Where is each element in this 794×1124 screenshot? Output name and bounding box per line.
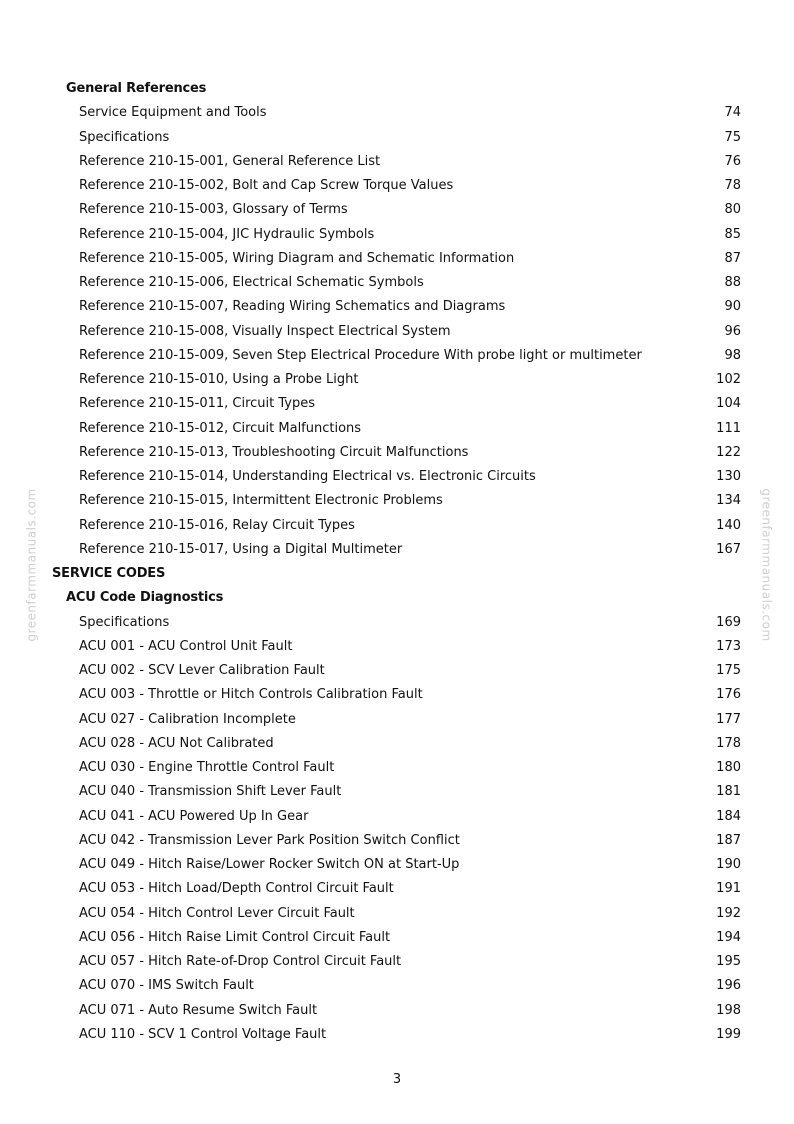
toc-entry-title: Reference 210-15-005, Wiring Diagram and Schematic Information: [79, 250, 515, 266]
toc-entry[interactable]: [0, 417, 794, 441]
toc-entry-page: 130: [716, 469, 741, 484]
toc-entry-title: ACU 071 - Auto Resume Switch Fault: [79, 1002, 318, 1018]
toc-entry-title: Reference 210-15-002, Bolt and Cap Screw Torque Values: [79, 178, 454, 193]
toc-entry-page: 80: [724, 202, 741, 218]
toc-entry-page: 187: [716, 832, 741, 848]
toc-entry-title: ACU 001 - ACU Control Unit Fault: [79, 638, 293, 654]
toc-entry-page: 198: [716, 1002, 741, 1018]
toc-entry[interactable]: [0, 635, 794, 659]
toc-entry-page: 102: [716, 372, 741, 387]
toc-entry-page: 134: [716, 493, 741, 509]
toc-entry-title: Reference 210-15-010, Using a Probe Light: [79, 372, 359, 387]
toc-entry-title: Reference 210-15-006, Electrical Schematic Symbols: [79, 275, 424, 290]
toc-entry-title: Reference 210-15-011, Circuit Types: [79, 396, 316, 412]
toc-entry-page: 169: [716, 614, 741, 630]
watermark-right: greenfarmmanuals.com: [759, 488, 774, 642]
toc-entry-title: Reference 210-15-012, Circuit Malfunctions: [79, 420, 362, 436]
toc-entry-page: 176: [716, 687, 741, 703]
toc-entry[interactable]: [0, 368, 794, 392]
toc-entry-page: 191: [716, 881, 741, 897]
toc-entry-title: ACU 070 - IMS Switch Fault: [79, 978, 254, 994]
toc-entry-page: 75: [724, 129, 741, 145]
toc-entry-page: 74: [724, 105, 741, 121]
toc-entry-page: 87: [724, 250, 741, 266]
toc-entry[interactable]: [0, 489, 794, 513]
toc-entry-page: 192: [716, 905, 741, 921]
toc-entry[interactable]: [0, 829, 794, 853]
toc-entry-title: Reference 210-15-007, Reading Wiring Schematics and Diagrams: [79, 299, 506, 315]
toc-entry-title: SERVICE CODES: [52, 566, 166, 581]
toc-entry-page: 195: [716, 954, 741, 969]
toc-entry[interactable]: [0, 853, 794, 877]
toc-entry-title: Reference 210-15-013, Troubleshooting Circuit Malfunctions: [79, 444, 469, 460]
toc-entry-page: 85: [724, 226, 741, 242]
toc-entry-title: ACU 041 - ACU Powered Up In Gear: [79, 808, 309, 824]
toc-heading: [0, 562, 794, 586]
toc-entry-title: ACU 056 - Hitch Raise Limit Control Circuit Fault: [79, 929, 391, 945]
toc-entry[interactable]: [0, 902, 794, 926]
toc-entry-page: 181: [716, 784, 741, 800]
toc-entry[interactable]: [0, 441, 794, 465]
toc-entry-title: ACU 030 - Engine Throttle Control Fault: [79, 760, 335, 775]
toc-entry[interactable]: [0, 611, 794, 635]
toc-entry[interactable]: [0, 271, 794, 295]
toc-entry[interactable]: [0, 150, 794, 174]
toc-entry-title: ACU 003 - Throttle or Hitch Controls Calibration Fault: [79, 687, 423, 703]
toc-entry[interactable]: [0, 198, 794, 222]
toc-entry-title: General References: [66, 81, 207, 96]
toc-entry-title: Service Equipment and Tools: [79, 105, 267, 121]
toc-entry-page: 78: [724, 178, 741, 193]
page-number: 3: [392, 1072, 402, 1087]
toc-entry-title: ACU 002 - SCV Lever Calibration Fault: [79, 663, 325, 678]
toc-entry-title: ACU Code Diagnostics: [66, 590, 224, 606]
toc-entry-title: Specifications: [79, 129, 170, 145]
toc-entry-title: ACU 042 - Transmission Lever Park Position Switch Conflict: [79, 832, 460, 848]
toc-entry[interactable]: [0, 926, 794, 950]
toc-entry-page: 90: [724, 299, 741, 315]
toc-heading: [0, 77, 794, 101]
toc-entry-title: Reference 210-15-009, Seven Step Electrical Procedure With probe light or multimeter: [79, 347, 642, 363]
toc-entry[interactable]: [0, 950, 794, 974]
toc-entry-page: 140: [716, 517, 741, 533]
toc-entry-title: Reference 210-15-017, Using a Digital Multimeter: [79, 541, 403, 557]
toc-entry-page: 178: [716, 735, 741, 751]
toc-entry-title: Reference 210-15-004, JIC Hydraulic Symbols: [79, 226, 375, 242]
toc-entry[interactable]: [0, 126, 794, 150]
toc-entry[interactable]: [0, 805, 794, 829]
toc-entry-title: ACU 049 - Hitch Raise/Lower Rocker Switch ON at Start-Up: [79, 857, 460, 872]
toc-entry[interactable]: [0, 974, 794, 998]
toc-entry-page: 122: [716, 444, 741, 460]
toc-entry-page: 98: [724, 347, 741, 363]
watermark-left: greenfarmmanuals.com: [24, 488, 39, 642]
toc-entry[interactable]: [0, 223, 794, 247]
toc-entry-title: Reference 210-15-014, Understanding Electrical vs. Electronic Circuits: [79, 469, 536, 484]
toc-entry-title: ACU 027 - Calibration Incomplete: [79, 711, 296, 727]
toc-entry-page: 88: [724, 275, 741, 290]
toc-entry-title: ACU 040 - Transmission Shift Lever Fault: [79, 784, 342, 800]
toc-entry-page: 190: [716, 857, 741, 872]
toc-entry[interactable]: [0, 344, 794, 368]
toc-entry[interactable]: [0, 392, 794, 416]
toc-entry-page: 180: [716, 760, 741, 775]
toc-entry-page: 96: [724, 323, 741, 339]
toc-entry[interactable]: [0, 708, 794, 732]
toc-entry[interactable]: [0, 174, 794, 198]
toc-entry[interactable]: [0, 101, 794, 125]
toc-entry-title: Reference 210-15-015, Intermittent Electronic Problems: [79, 493, 443, 509]
toc-entry-title: Reference 210-15-008, Visually Inspect Electrical System: [79, 323, 451, 339]
toc-entry-title: Reference 210-15-003, Glossary of Terms: [79, 202, 348, 218]
toc-entry[interactable]: [0, 683, 794, 707]
toc-entry[interactable]: [0, 756, 794, 780]
toc-entry-page: 194: [716, 929, 741, 945]
toc-entry[interactable]: [0, 659, 794, 683]
toc-entry[interactable]: [0, 732, 794, 756]
toc-entry[interactable]: [0, 1023, 794, 1047]
toc-entry-title: ACU 054 - Hitch Control Lever Circuit Fault: [79, 905, 355, 921]
toc-entry-page: 196: [716, 978, 741, 994]
toc-heading: [0, 586, 794, 610]
toc-entry-page: 199: [716, 1026, 741, 1042]
toc-entry-page: 104: [716, 396, 741, 412]
toc-entry[interactable]: [0, 514, 794, 538]
toc-entry-page: 184: [716, 808, 741, 824]
toc-entry[interactable]: [0, 320, 794, 344]
table-of-contents: [0, 77, 794, 1047]
toc-entry-title: Reference 210-15-016, Relay Circuit Types: [79, 517, 355, 533]
toc-entry[interactable]: [0, 465, 794, 489]
toc-entry-title: ACU 057 - Hitch Rate-of-Drop Control Circuit Fault: [79, 954, 402, 969]
toc-entry[interactable]: [0, 780, 794, 804]
toc-entry-page: 76: [724, 153, 741, 169]
toc-entry[interactable]: [0, 295, 794, 319]
toc-entry-title: Reference 210-15-001, General Reference List: [79, 153, 381, 169]
toc-entry[interactable]: [0, 877, 794, 901]
toc-entry[interactable]: [0, 999, 794, 1023]
toc-entry-page: 177: [716, 711, 741, 727]
toc-entry-page: 173: [716, 638, 741, 654]
toc-entry-page: 167: [716, 541, 741, 557]
toc-entry-title: Specifications: [79, 614, 170, 630]
toc-entry[interactable]: [0, 538, 794, 562]
toc-entry[interactable]: [0, 247, 794, 271]
toc-entry-title: ACU 053 - Hitch Load/Depth Control Circuit Fault: [79, 881, 394, 897]
toc-entry-page: 111: [716, 420, 741, 436]
toc-entry-page: 175: [716, 663, 741, 678]
toc-entry-title: ACU 028 - ACU Not Calibrated: [79, 735, 274, 751]
toc-entry-title: ACU 110 - SCV 1 Control Voltage Fault: [79, 1026, 327, 1042]
